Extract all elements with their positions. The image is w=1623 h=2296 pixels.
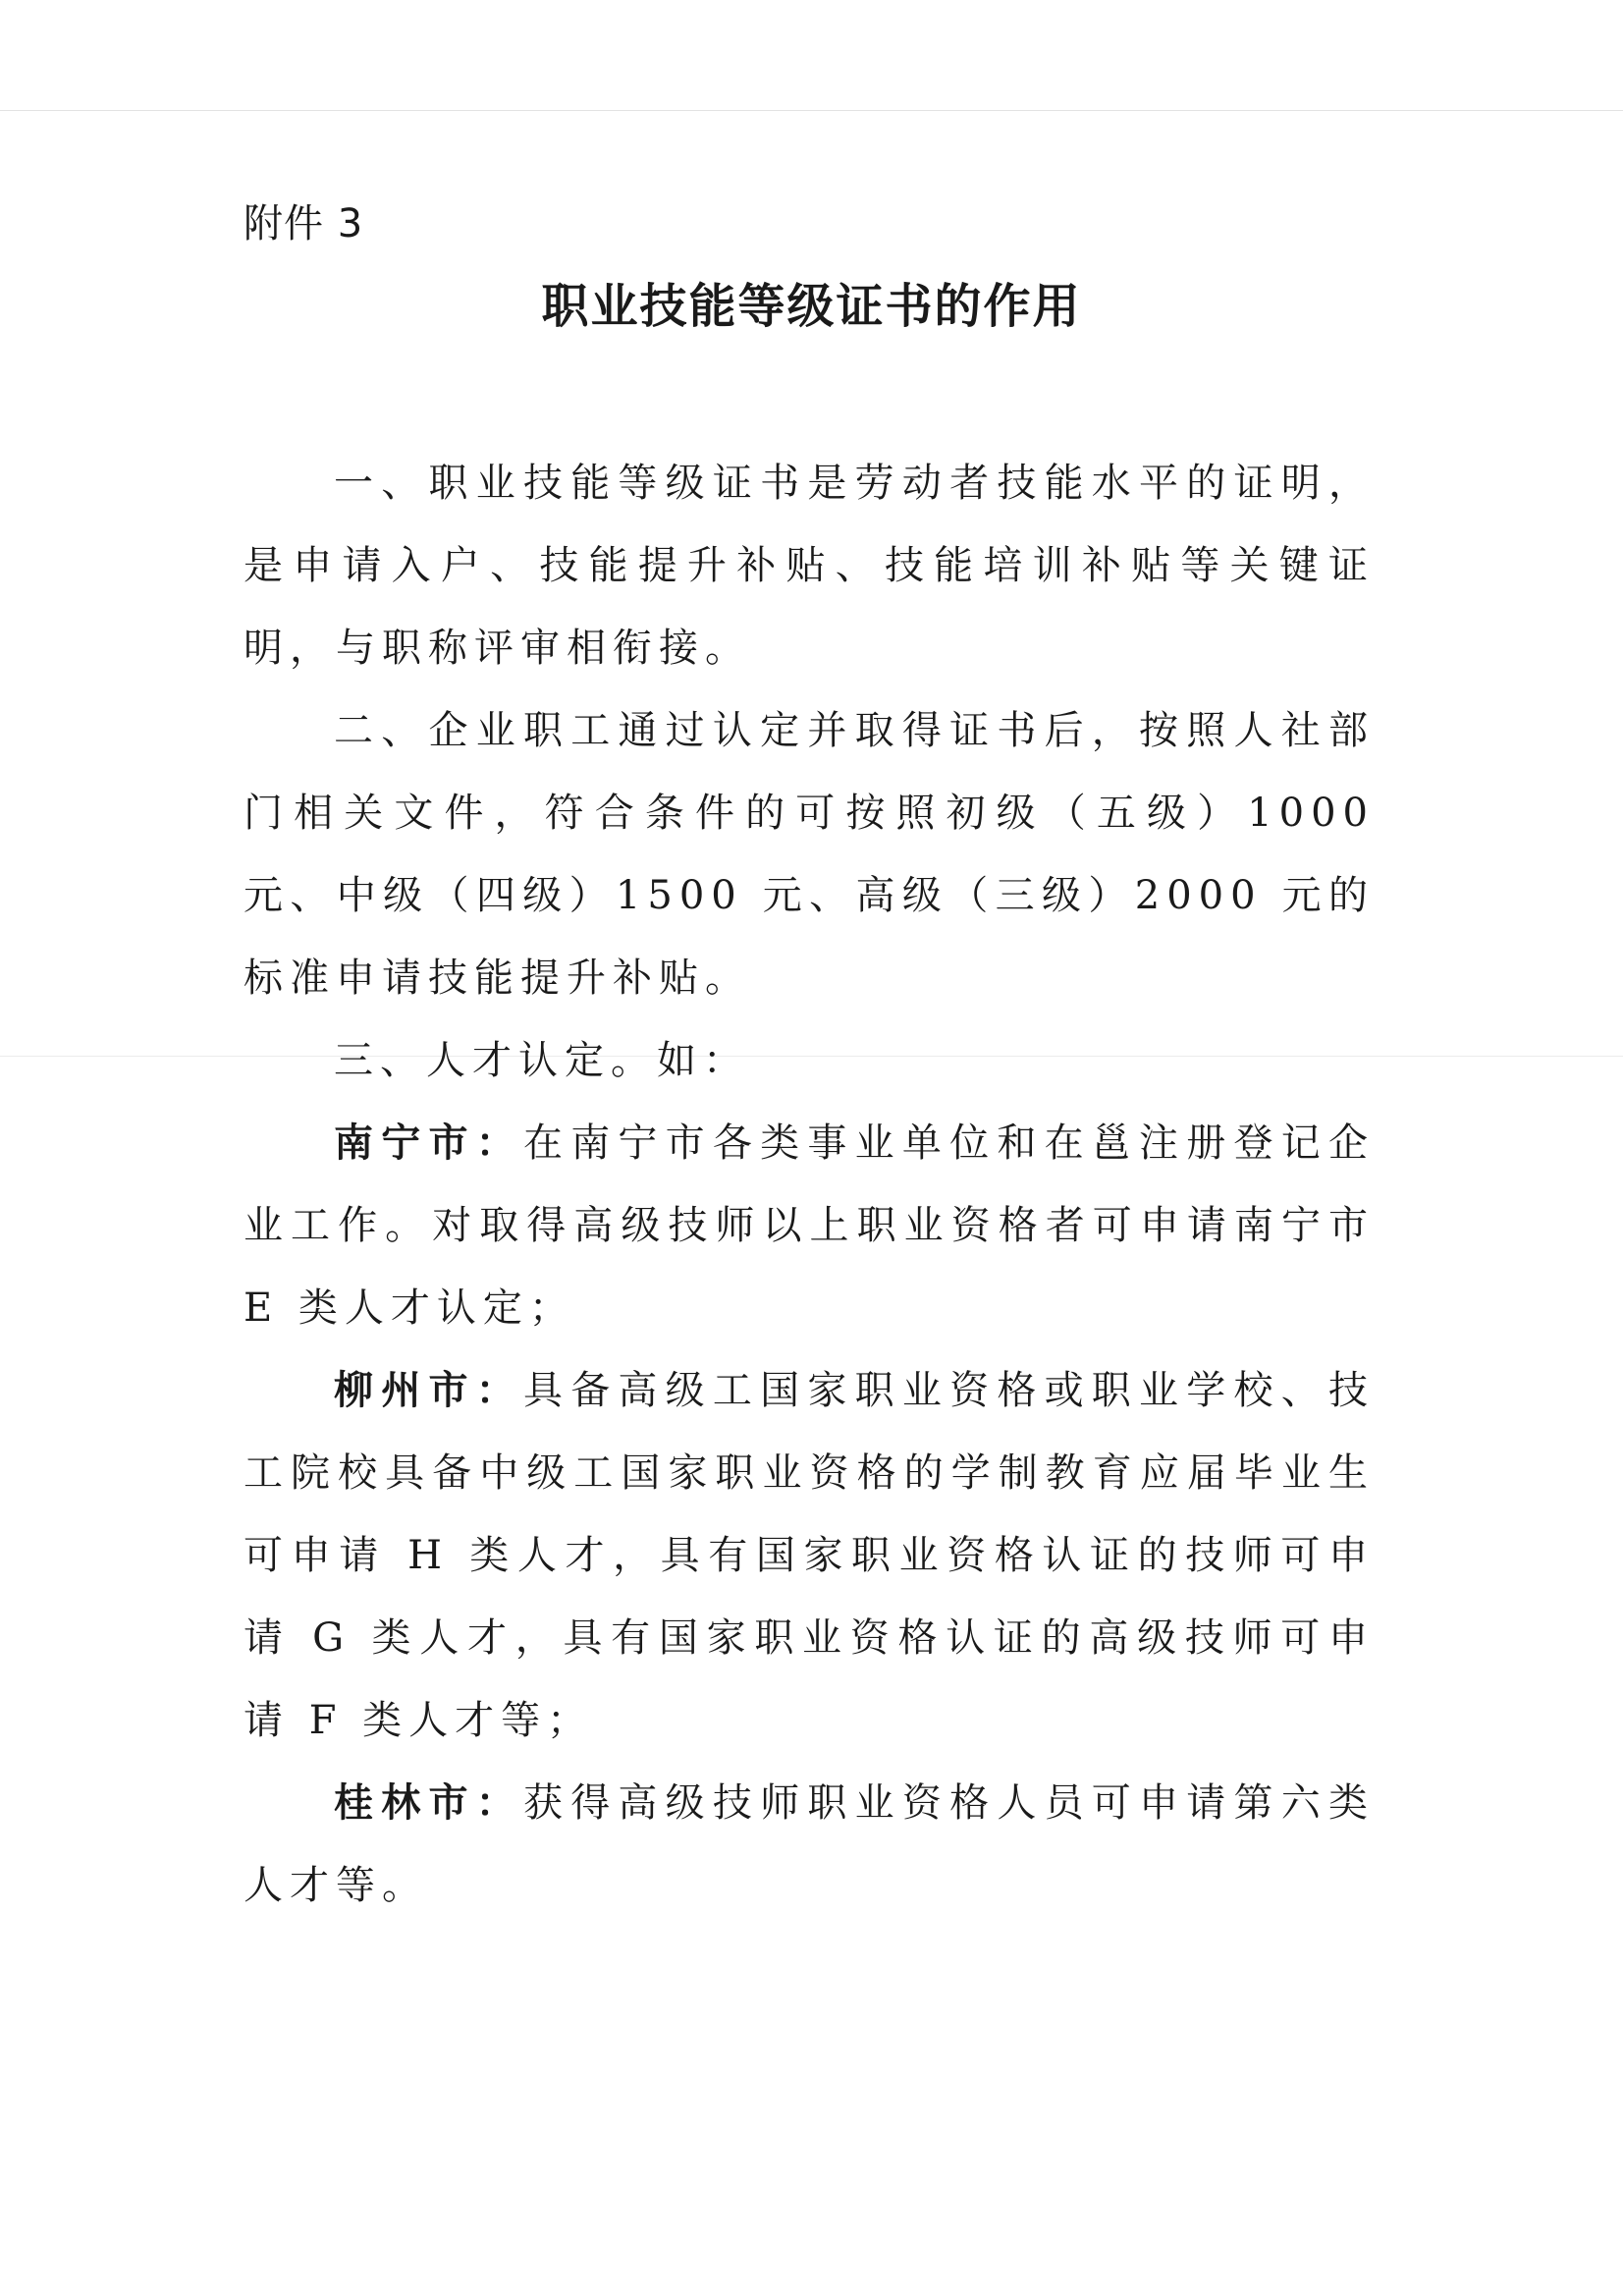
- paragraph-nanning: [243, 1102, 1375, 1349]
- paragraph-skill-subsidy: [243, 689, 1375, 1019]
- scan-artifact-line-top: [0, 110, 1623, 111]
- paragraph-text: 具备高级工国家职业资格或职业学校、技工院校具备中级工国家职业资格的学制教育应届毕业生可申请 H 类人才，具有国家职业资格认证的技师可申请 G 类人才，具有国家职业资格认证的高级技师可申请 F 类人才等；: [243, 1368, 1376, 1743]
- city-label-guilin: 桂林市：: [334, 1779, 523, 1826]
- document-title: 职业技能等级证书的作用: [541, 279, 1082, 334]
- city-label-nanning: 南宁市：: [334, 1120, 523, 1166]
- attachment-label: 附件 3: [243, 201, 364, 246]
- paragraph-text: 二、企业职工通过认定并取得证书后，按照人社部门相关文件，符合条件的可按照初级（五级）1000 元、中级（四级）1500 元、高级（三级）2000 元的标准申请技能提升补贴。: [243, 708, 1375, 1001]
- paragraph-guilin: [243, 1762, 1375, 1927]
- paragraph-text: 三、人才认定。如：: [334, 1038, 749, 1083]
- paragraph-text: 一、职业技能等级证书是劳动者技能水平的证明，是申请入户、技能提升补贴、技能培训补贴等关键证明，与职称评审相衔接。: [243, 461, 1375, 671]
- paragraph-text: 在南宁市各类事业单位和在邕注册登记企业工作。对取得高级技师以上职业资格者可申请南宁市 E 类人才认定；: [243, 1121, 1376, 1331]
- paragraph-talent-recognition: [243, 1019, 1375, 1102]
- paragraph-liuzhou: [243, 1349, 1375, 1762]
- paragraph-certificate-purpose: [243, 442, 1375, 689]
- city-label-liuzhou: 柳州市：: [334, 1367, 523, 1413]
- document-body: [243, 442, 1375, 1927]
- paragraph-text: 获得高级技师职业资格人员可申请第六类人才等。: [243, 1780, 1376, 1908]
